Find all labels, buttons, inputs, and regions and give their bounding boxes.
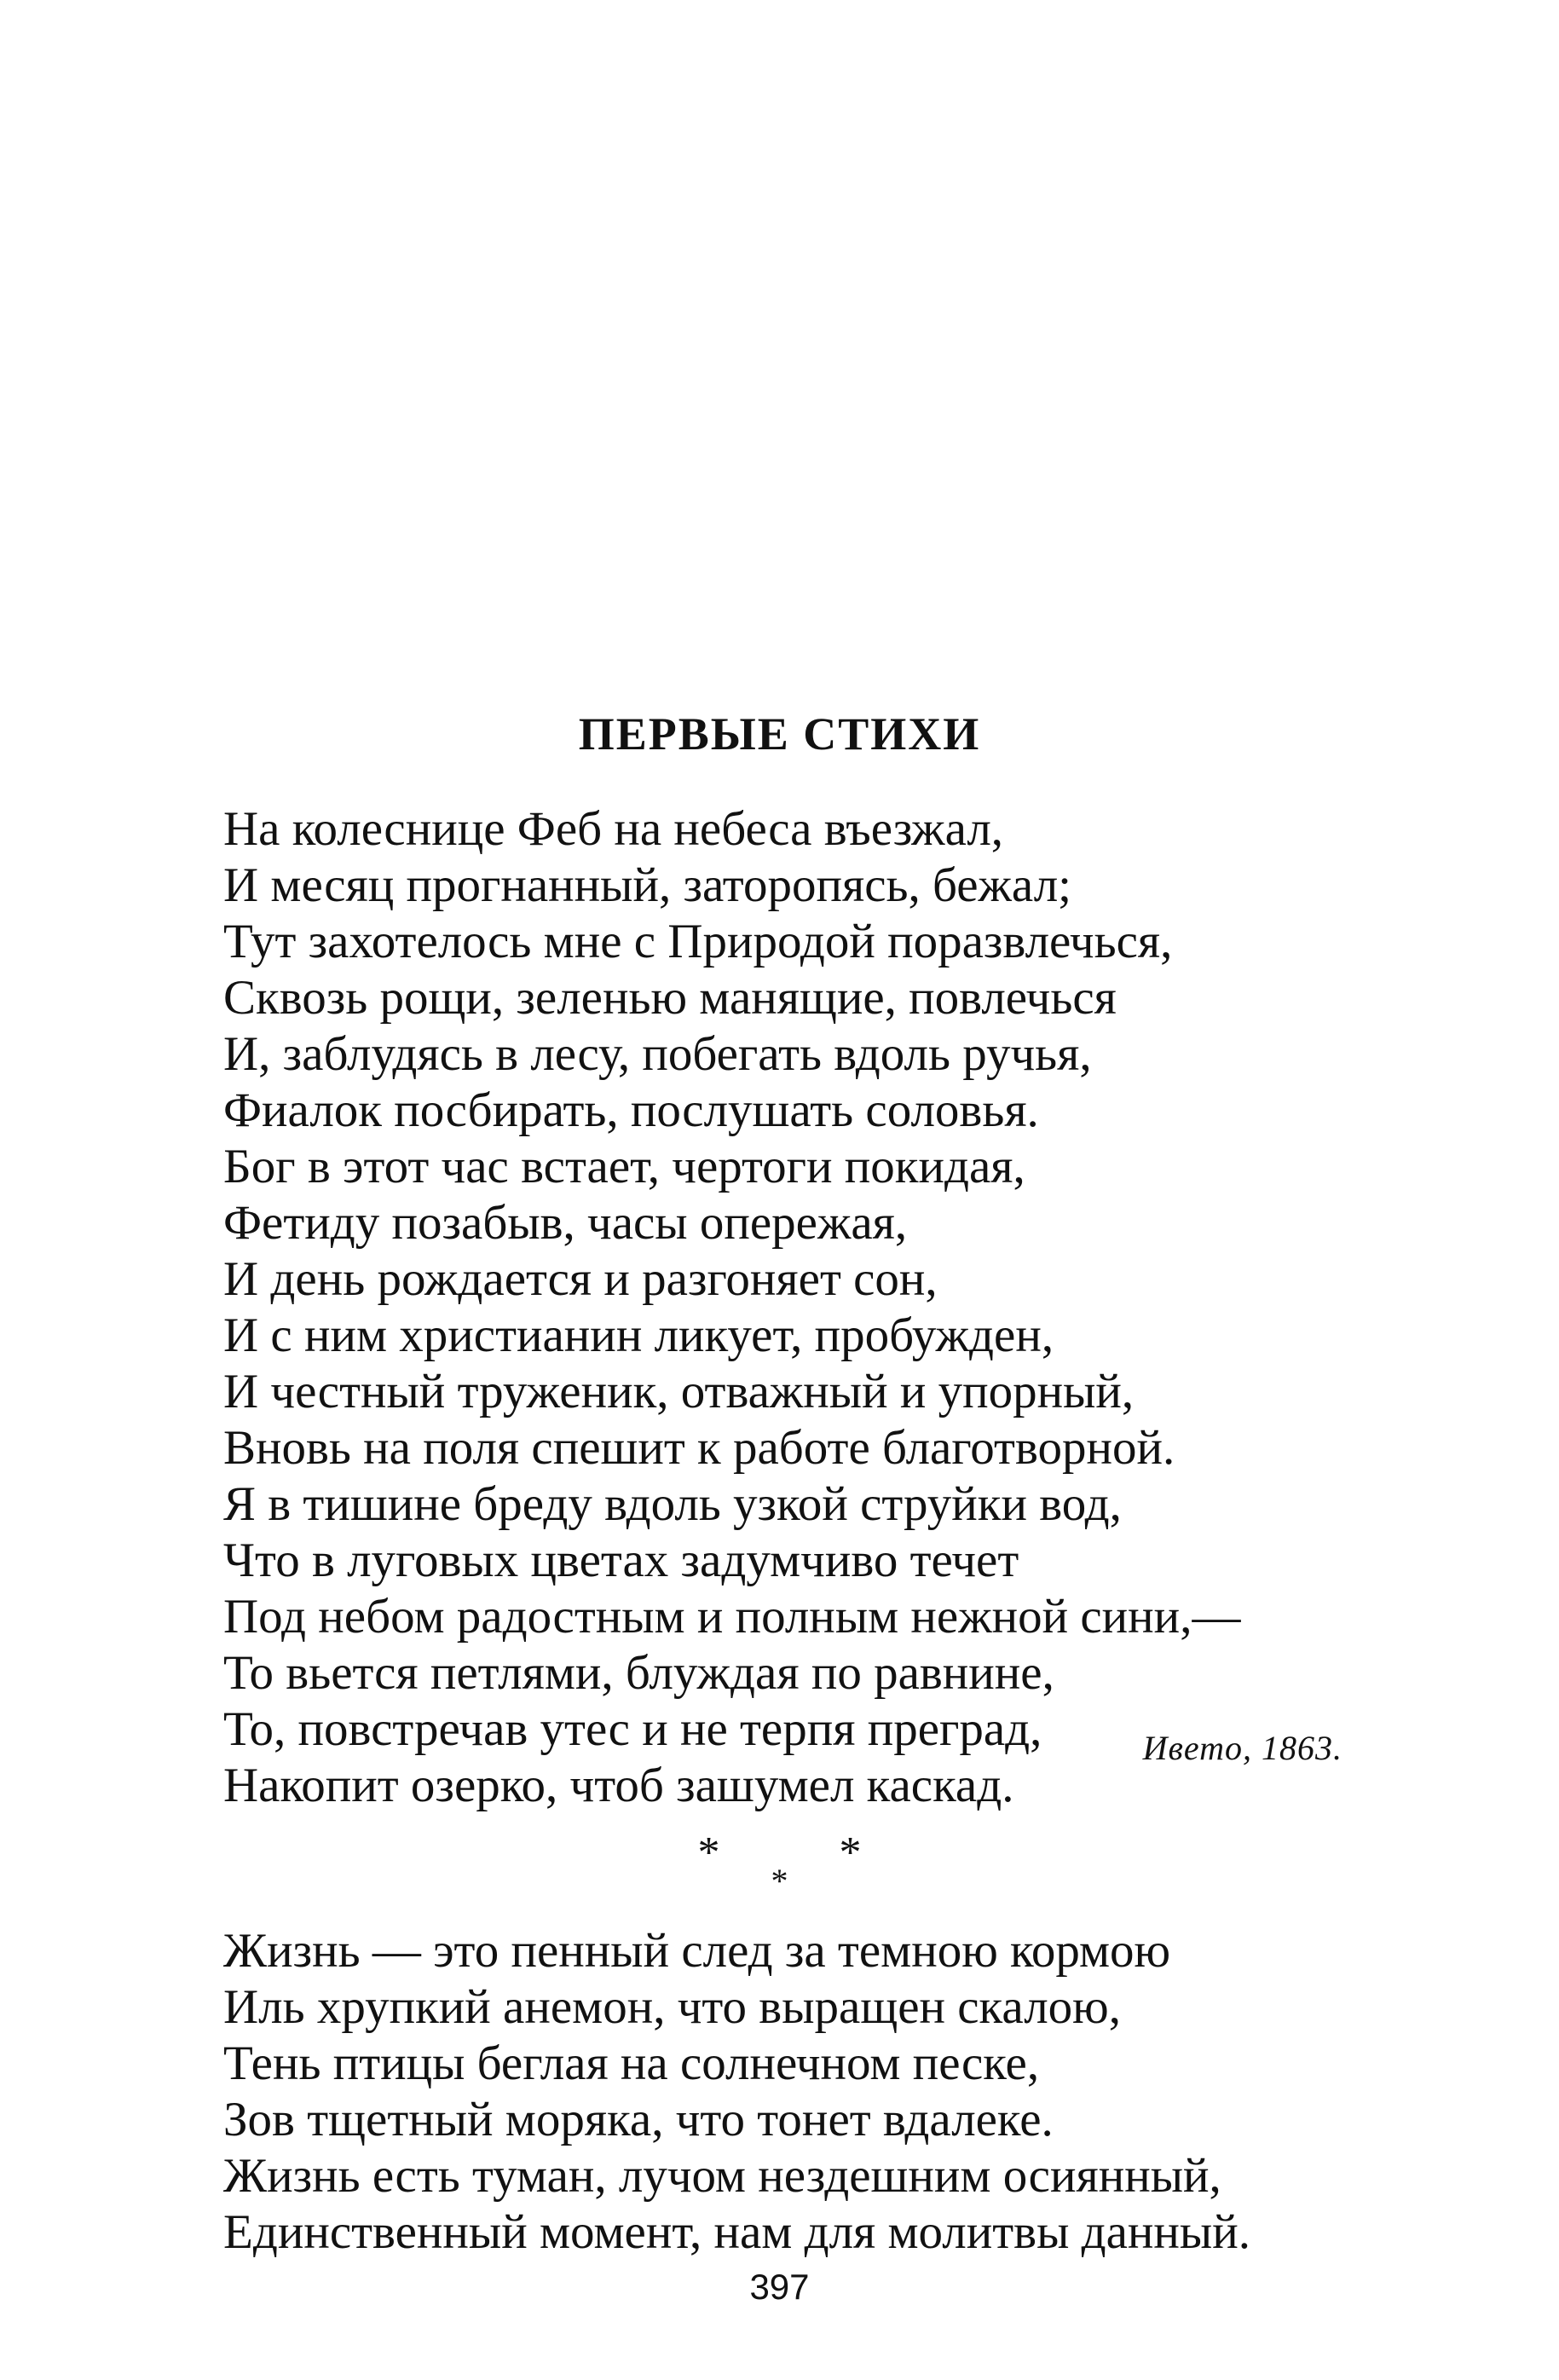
poem-line: Жизнь есть туман, лучом нездешним осиянный, bbox=[223, 2149, 1221, 2203]
poem-line: Накопит озерко, чтоб зашумел каскад. bbox=[223, 1759, 1014, 1812]
poem-first-verses bbox=[223, 801, 1240, 1814]
poem-line: Я в тишине бреду вдоль узкой струйки вод, bbox=[223, 1477, 1122, 1531]
poem-line: Что в луговых цветах задумчиво течет bbox=[223, 1534, 1019, 1587]
poem-line: Фиалок посбирать, послушать соловья. bbox=[223, 1083, 1039, 1137]
poem-line: И, заблудясь в лесу, побегать вдоль ручья, bbox=[223, 1027, 1092, 1081]
poem-signature: Ивето, 1863. bbox=[1142, 1729, 1342, 1767]
asterism-separator bbox=[0, 1828, 1559, 1900]
poem-line: Жизнь — это пенный след за темною кормою bbox=[223, 1924, 1171, 1978]
page-title: ПЕРВЫЕ СТИХИ bbox=[578, 708, 981, 760]
poem-life bbox=[223, 1923, 1250, 2261]
poem-line: Вновь на поля спешит к работе благотворной. bbox=[223, 1421, 1175, 1475]
poem-line: Тут захотелось мне с Природой поразвлечься, bbox=[223, 915, 1173, 968]
poem-line: И честный труженик, отважный и упорный, bbox=[223, 1365, 1135, 1418]
poem-line: Зов тщетный моряка, что тонет вдалеке. bbox=[223, 2093, 1054, 2146]
poem-line: Фетиду позабыв, часы опережая, bbox=[223, 1196, 908, 1250]
poem-line: Бог в этот час встает, чертоги покидая, bbox=[223, 1140, 1025, 1193]
poem-line: Единственный момент, нам для молитвы данный. bbox=[223, 2205, 1250, 2259]
poem-line: И день рождается и разгоняет сон, bbox=[223, 1252, 938, 1306]
poem-line: Сквозь рощи, зеленью манящие, повлечься bbox=[223, 971, 1117, 1025]
asterisk-left: * bbox=[697, 1828, 720, 1877]
poem-line: То вьется петлями, блуждая по равнине, bbox=[223, 1646, 1054, 1700]
poem-line: То, повстречав утес и не терпя преград, bbox=[223, 1702, 1042, 1756]
poem-line: Тень птицы беглая на солнечном песке, bbox=[223, 2036, 1040, 2090]
poem-line: На колеснице Феб на небеса въезжал, bbox=[223, 802, 1004, 856]
page-number: 397 bbox=[749, 2267, 810, 2307]
poem-line: Под небом радостным и полным нежной сини,— bbox=[223, 1590, 1241, 1643]
asterisk-right: * bbox=[839, 1828, 862, 1877]
poem-line: И с ним христианин ликует, пробужден, bbox=[223, 1308, 1054, 1362]
asterisk-middle: * bbox=[771, 1862, 788, 1900]
poem-line: И месяц прогнанный, заторопясь, бежал; bbox=[223, 858, 1071, 912]
poem-line: Иль хрупкий анемон, что выращен скалою, bbox=[223, 1980, 1121, 2034]
